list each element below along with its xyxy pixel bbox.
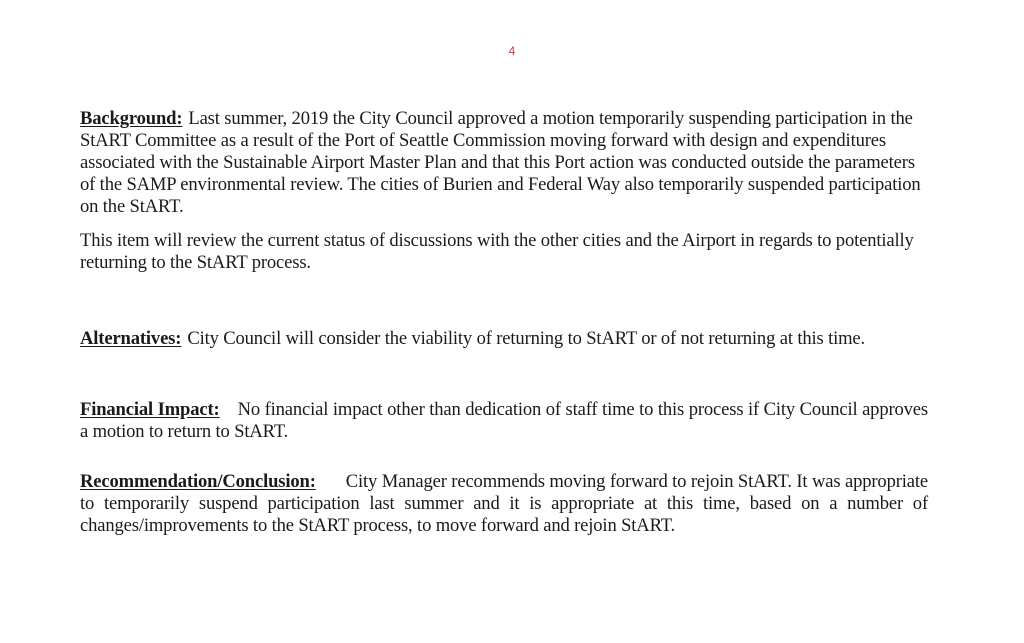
background-followup-paragraph [80, 230, 928, 274]
page-number: 4 [508, 44, 516, 58]
recommendation-heading: Recommendation/Conclusion: [80, 471, 316, 492]
background-heading: Background: [80, 108, 183, 129]
background-followup-text: This item will review the current status of discussions with the other cities and the Airport in regards to potentially returning to the StART process. [80, 230, 914, 273]
alternatives-heading: Alternatives: [80, 328, 182, 349]
financial-impact-heading: Financial Impact: [80, 399, 220, 420]
background-text: Last summer, 2019 the City Council approved a motion temporarily suspending participation in the StART Committee as a result of the Port of Seattle Commission moving forward with design and expenditures associated with the Sustainable Airport Master Plan and that this Port action was conducted outside the parameters of the SAMP environmental review. The cities of Burien and Federal Way also temporarily suspended participation on the StART. [80, 108, 921, 217]
recommendation-text: City Manager recommends moving forward to rejoin StART. It was appropriate to temporarily suspend participation last summer and it is appropriate at this time, based on a number of changes/improvements to the StART process, to move forward and rejoin StART. [80, 471, 928, 536]
alternatives-text: City Council will consider the viability of returning to StART or of not returning at this time. [187, 328, 866, 349]
financial-impact-paragraph [80, 399, 928, 443]
recommendation-paragraph [80, 471, 928, 537]
financial-impact-text: No financial impact other than dedication of staff time to this process if City Council approves a motion to return to StART. [80, 399, 928, 442]
alternatives-paragraph [80, 328, 928, 350]
background-paragraph [80, 108, 928, 218]
